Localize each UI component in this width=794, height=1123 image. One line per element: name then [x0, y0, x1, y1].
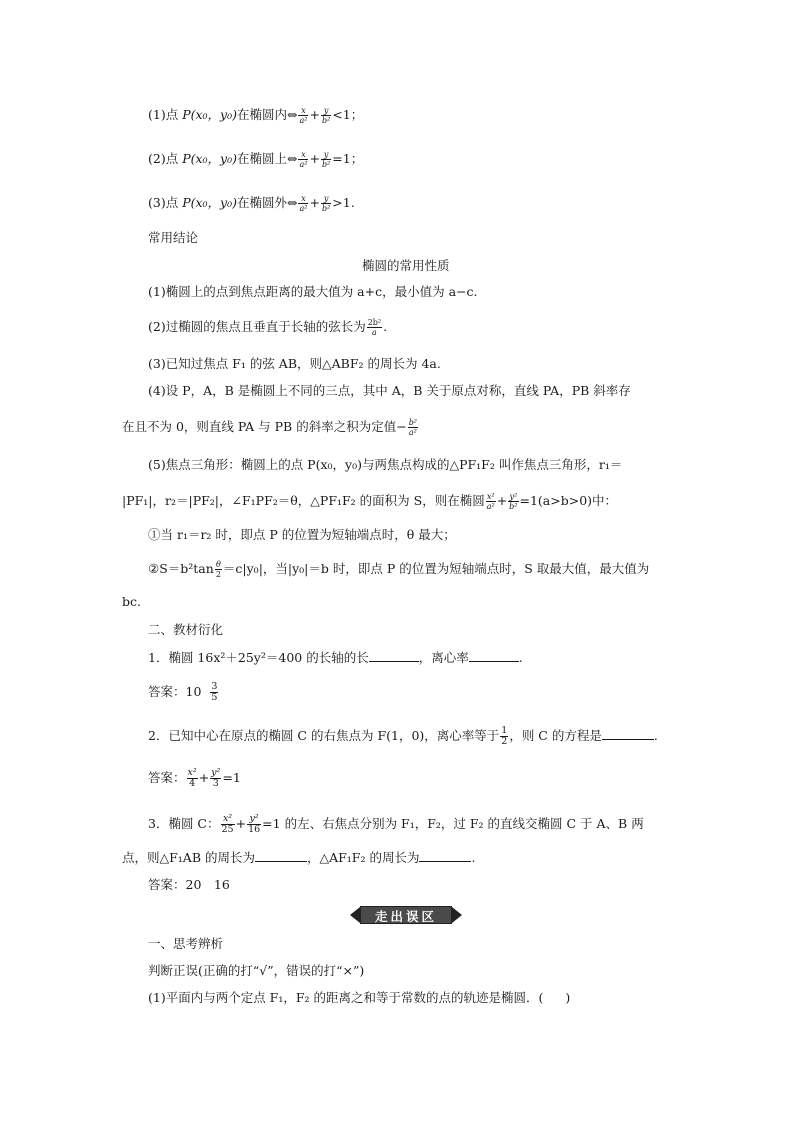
heading-common-conclusions: 常用结论 — [148, 230, 199, 245]
answer-blank[interactable] — [602, 729, 654, 740]
section-textbook: 二、教材衍化 — [148, 622, 224, 637]
conclusion-5-line1: (5)焦点三角形：椭圆上的点 P(x₀，y₀)与两焦点构成的△PF₁F₂ 叫作焦点三角形，r₁＝ — [148, 457, 623, 472]
conclusion-2: (2)过椭圆的焦点且垂直于长轴的弦长为 $\frac{\text{2b²}}{a}$ . — [148, 318, 388, 337]
question-3-line1: 3．椭圆 C： $\frac{\text{x²}}{25}$ + $\frac{\text{y²}}{16}$ =1 的左、右焦点分别为 F₁，F₂，过 F₂ 的直线交椭圆 C 于 A、B 两 — [148, 813, 644, 835]
answer-blank[interactable] — [255, 851, 307, 862]
answer-blank[interactable] — [369, 651, 419, 662]
section-thinking: 一、思考辨析 — [148, 936, 224, 951]
question-3-line2: 点，则△F₁AB 的周长为 ，△AF₁F₂ 的周长为 . — [122, 850, 476, 865]
answer-1: 答案：10 $\frac{3}{5}$ — [148, 681, 218, 703]
question-1: 1．椭圆 16x²＋25y²＝400 的长轴的长 ，离心率 . — [148, 650, 523, 665]
table-title: 椭圆的常用性质 — [362, 258, 450, 273]
section-banner — [348, 904, 464, 926]
judge-item-1: (1)平面内与两个定点 F₁，F₂ 的距离之和等于常数的点的轨迹是椭圆．( ) — [148, 990, 571, 1005]
conclusion-3: (3)已知过焦点 F₁ 的弦 AB，则△ABF₂ 的周长为 4a. — [148, 356, 441, 371]
question-2: 2．已知中心在原点的椭圆 C 的右焦点为 F(1，0)，离心率等于 $\frac{1}{2}$ ，则 C 的方程是 . — [148, 725, 658, 747]
conclusion-1: (1)椭圆上的点到焦点距离的最大值为 a+c，最小值为 a−c. — [148, 284, 478, 299]
banner-right-arrow-icon — [452, 907, 462, 923]
conclusion-5-line2: |PF₁|，r₂＝|PF₂|，∠F₁PF₂＝θ，△PF₁F₂ 的面积为 S，则在椭圆 $\frac{\text{x²}}{\text{a²}}$ + $\frac{\text{y²}}{\text{b²}}$ =1(a>b>0)中： — [122, 492, 618, 511]
answer-3: 答案：20 16 — [148, 877, 230, 892]
answer-blank[interactable] — [469, 651, 519, 662]
conclusion-5-case1: ①当 r₁＝r₂ 时，即点 P 的位置为短轴端点时，θ 最大； — [148, 527, 456, 542]
answer-2: 答案： $\frac{\text{x²}}{4}$ + $\frac{\text{y²}}{3}$ =1 — [148, 767, 241, 789]
judge-instruction: 判断正误(正确的打“√”，错误的打“×”) — [148, 963, 365, 978]
conclusion-4-line2: 在且不为 0，则直线 PA 与 PB 的斜率之积为定值− $\frac{\text{b²}}{\text{a²}}$ — [122, 418, 418, 437]
banner-title: 走出误区 — [374, 909, 437, 924]
conclusion-4-line1: (4)设 P，A，B 是椭圆上不同的三点，其中 A，B 关于原点对称，直线 PA，PB 斜率存 — [148, 383, 631, 398]
conclusion-5-tail: bc. — [122, 594, 141, 609]
point-outside-line: (3)点 P(x₀，y₀)在椭圆外⇔ $\frac{x}{\text{a²}}$ + $\frac{y}{\text{b²}}$ >1. — [148, 194, 355, 213]
point-on-line: (2)点 P(x₀，y₀)在椭圆上⇔ $\frac{x}{\text{a²}}$ + $\frac{y}{\text{b²}}$ =1； — [148, 150, 364, 169]
point-inside-line: (1)点 P(x₀，y₀)在椭圆内⇔ $\frac{x}{\text{a²}}$ + $\frac{y}{\text{b²}}$ <1； — [148, 106, 364, 125]
conclusion-5-case2: ②S＝b²tan $\frac{\theta}{2}$ ＝c|y₀|，当|y₀|＝b 时，即点 P 的位置为短轴端点时，S 取最大值，最大值为 — [148, 560, 650, 579]
answer-blank[interactable] — [419, 851, 471, 862]
